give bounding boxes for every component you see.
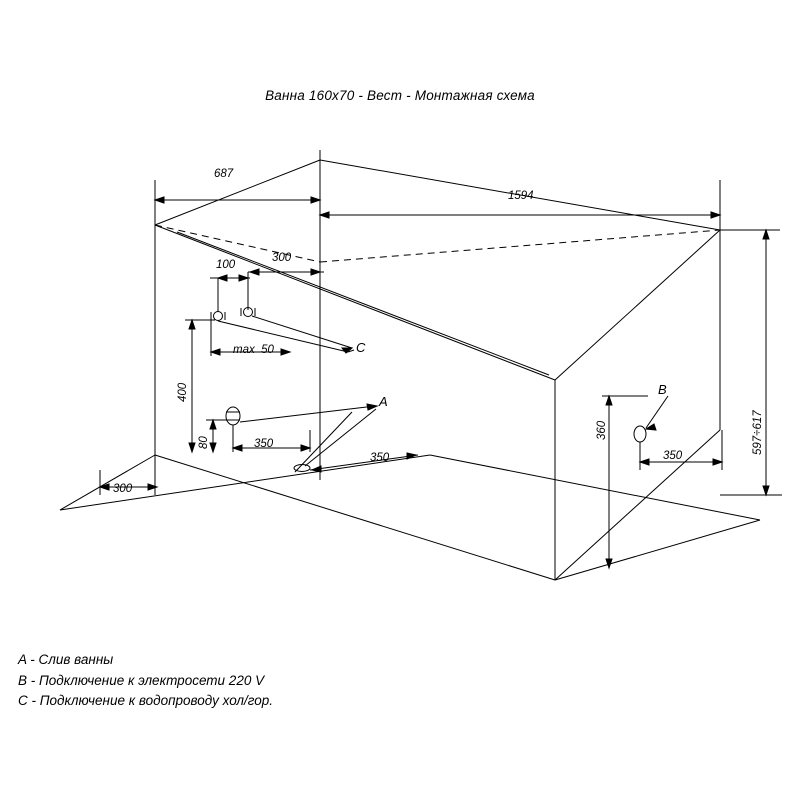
dimension-label-max-50: max 50: [233, 344, 274, 356]
bath-bottom-edges: [155, 430, 720, 580]
dimension-label-687: 687: [214, 168, 234, 180]
marker-a: A: [379, 394, 388, 409]
dimension-label-100: 100: [216, 259, 236, 271]
legend-item-c: C - Подключение к водопроводу хол/гор.: [18, 693, 274, 708]
dimension-597-617: [555, 230, 782, 580]
marker-c: C: [356, 340, 366, 355]
dimension-360: [602, 396, 648, 568]
dimension-label-350-right: 350: [663, 450, 683, 462]
dimension-label-300-floor: 300: [113, 483, 133, 495]
legend-item-b: B - Подключение к электросети 220 V: [18, 672, 265, 688]
dimension-1594: [320, 180, 720, 232]
bath-hidden-edges: [155, 160, 720, 262]
dimension-label-597-617: 597÷617: [752, 410, 764, 455]
legend-item-a: A - Слив ванны: [18, 652, 114, 667]
legend: [18, 650, 273, 712]
marker-b: B: [658, 382, 667, 397]
dimension-label-350-left: 350: [254, 438, 274, 450]
drain-fitting: [226, 404, 377, 472]
dimension-label-400: 400: [177, 382, 189, 402]
dimension-label-350-middle: 350: [370, 452, 390, 464]
dimension-687: [155, 150, 320, 480]
electrical-connection: [634, 396, 668, 442]
floor-plane: [60, 455, 760, 520]
page-title: Ванна 160х70 - Вест - Монтажная схема: [265, 88, 535, 103]
dimension-label-360: 360: [596, 420, 608, 440]
dimension-label-1594: 1594: [508, 190, 534, 202]
dimension-label-300: 300: [272, 252, 292, 264]
dimension-label-80: 80: [198, 436, 210, 449]
dimension-350-middle: [310, 453, 418, 472]
